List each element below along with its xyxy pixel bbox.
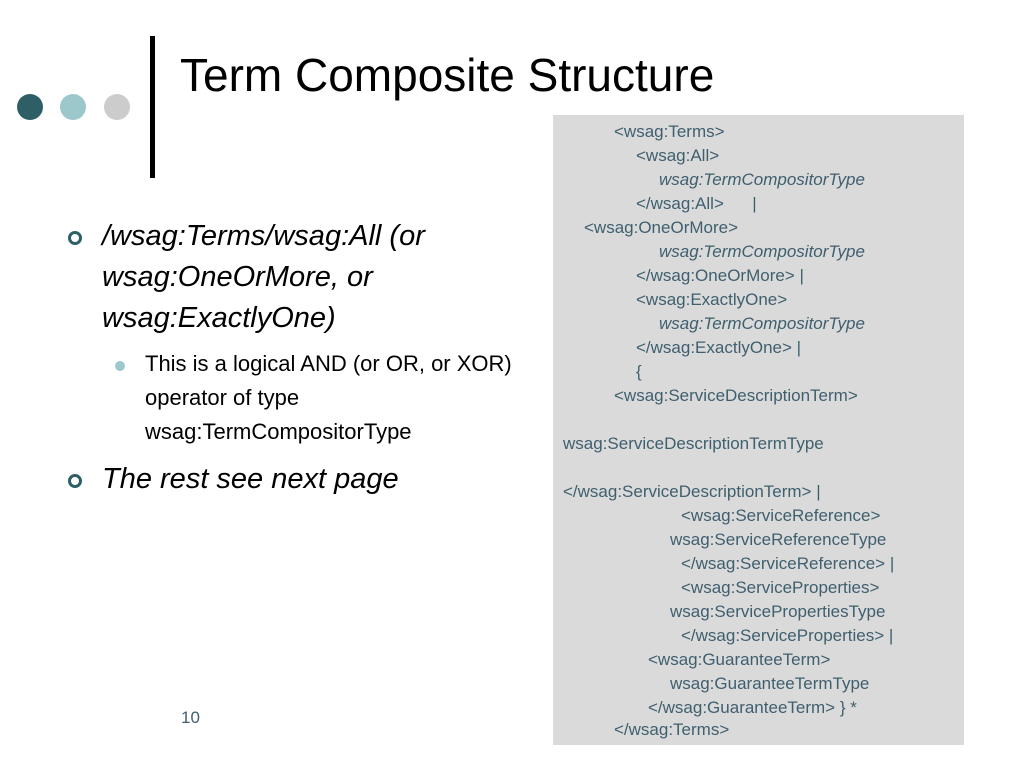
bullet-text: The rest see next page: [102, 463, 399, 495]
ring-bullet-icon: [68, 231, 82, 245]
code-line: <wsag:Terms>: [614, 122, 725, 141]
code-line: <wsag:ExactlyOne>: [636, 290, 788, 309]
dot-bullet-icon: [115, 361, 125, 371]
code-line: wsag:ServicePropertiesType: [670, 602, 886, 621]
code-line: <wsag:GuaranteeTerm>: [648, 650, 831, 669]
code-line: wsag:TermCompositorType: [659, 242, 865, 261]
decorative-dot-gray: [104, 94, 130, 120]
code-line: <wsag:ServiceProperties>: [681, 578, 880, 597]
code-line: </wsag:GuaranteeTerm> } *: [648, 698, 857, 717]
code-line: <wsag:OneOrMore>: [584, 218, 739, 237]
code-line: wsag:ServiceDescriptionTermType: [563, 434, 824, 453]
code-line: wsag:TermCompositorType: [659, 314, 865, 333]
bullet-item: [62, 459, 552, 500]
code-line: wsag:TermCompositorType: [659, 170, 865, 189]
ring-bullet-icon: [68, 474, 82, 488]
code-line: wsag:ServiceReferenceType: [670, 530, 887, 549]
code-line: </wsag:All> |: [636, 194, 757, 213]
slide-title: Term Composite Structure: [180, 49, 715, 101]
code-line: </wsag:ServiceReference> |: [681, 554, 895, 573]
code-line: </wsag:OneOrMore> |: [636, 266, 804, 285]
decorative-dot-teal: [60, 94, 86, 120]
sub-bullet-text: This is a logical AND (or OR, or XOR) operator of type wsag:TermCompositorType: [145, 351, 512, 444]
code-line: {: [636, 362, 642, 381]
code-line: </wsag:ServiceDescriptionTerm> |: [563, 482, 821, 501]
page-number: 10: [181, 708, 200, 727]
sub-bullet-item: [62, 347, 552, 449]
bullet-text: /wsag:Terms/wsag:All (or wsag:OneOrMore, or wsag:ExactlyOne): [102, 220, 425, 334]
bullet-list: [62, 216, 552, 500]
title-divider: [150, 36, 155, 178]
code-line: <wsag:All>: [636, 146, 720, 165]
code-line: </wsag:ExactlyOne> |: [636, 338, 802, 357]
bullet-item: [62, 216, 552, 339]
code-line: wsag:GuaranteeTermType: [670, 674, 870, 693]
code-panel: [553, 115, 964, 745]
code-line: <wsag:ServiceReference>: [681, 506, 881, 525]
code-line: </wsag:Terms>: [614, 720, 730, 739]
code-line: <wsag:ServiceDescriptionTerm>: [614, 386, 858, 405]
decorative-dot-dark: [17, 94, 43, 120]
code-line: </wsag:ServiceProperties> |: [681, 626, 894, 645]
